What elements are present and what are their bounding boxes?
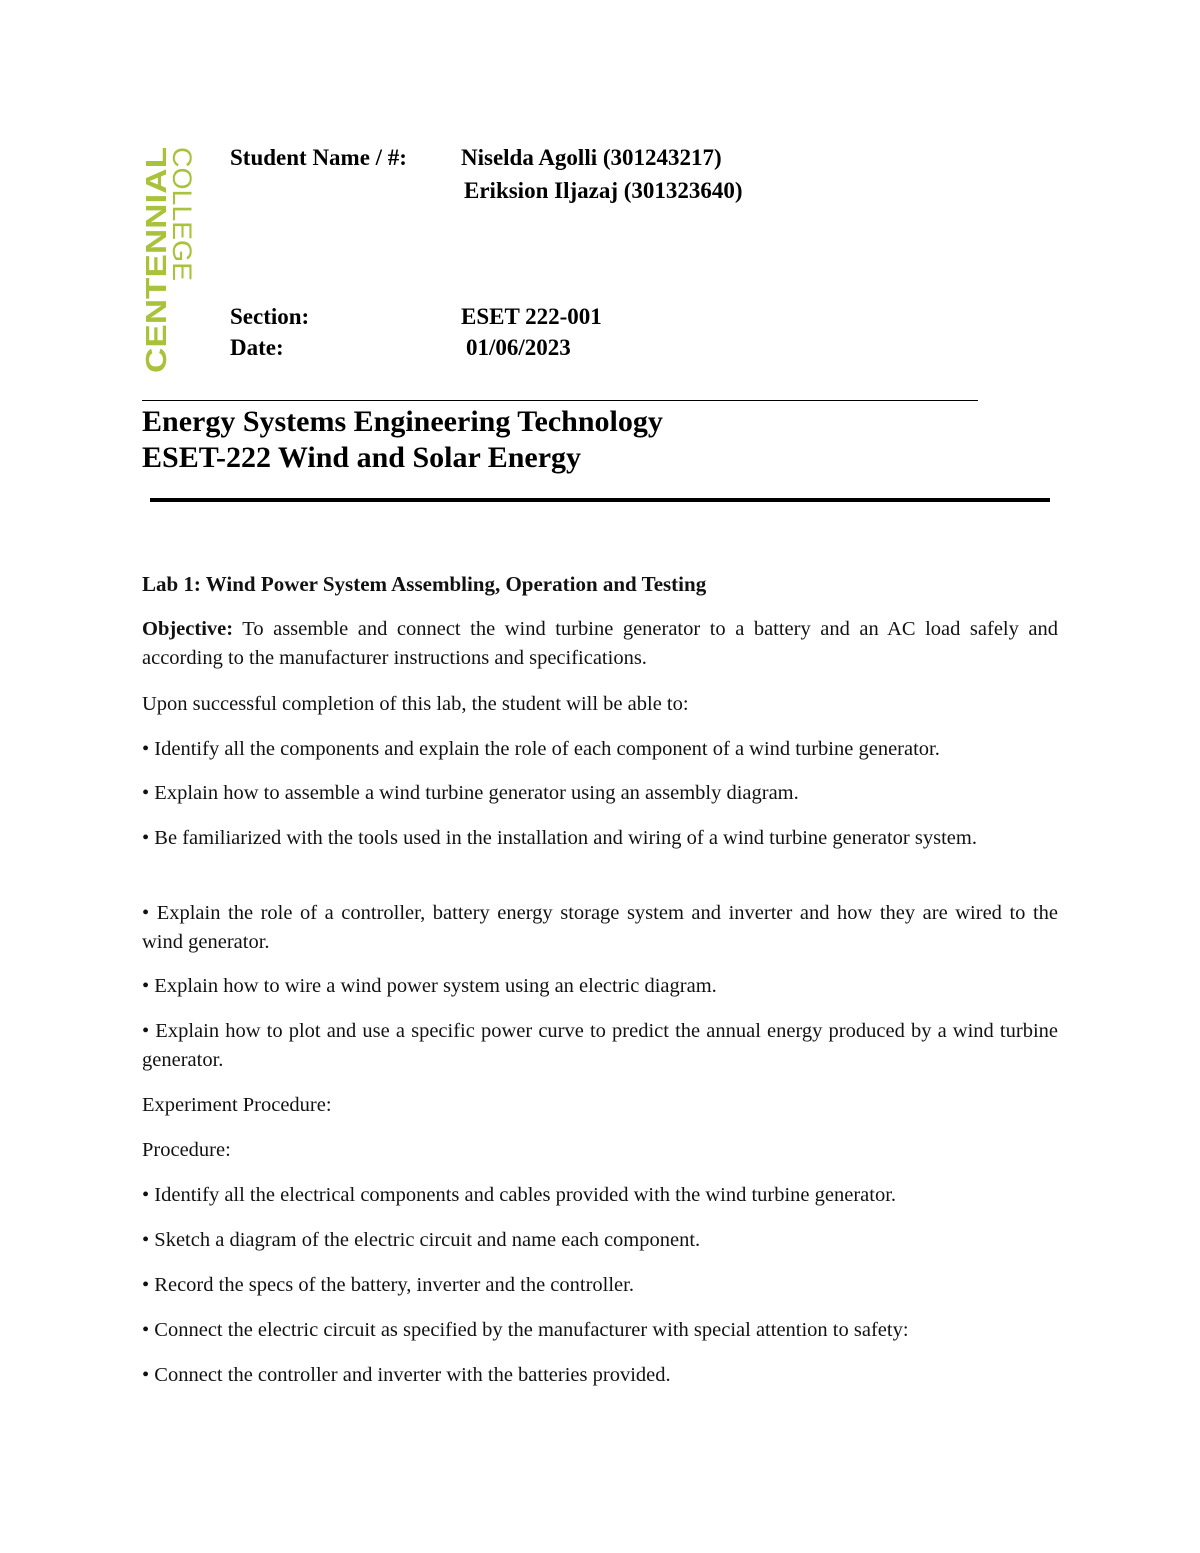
date-value: 01/06/2023 <box>466 335 571 360</box>
header-divider <box>142 400 978 401</box>
experiment-procedure-heading: Experiment Procedure: <box>142 1094 332 1116</box>
course-title: ESET-222 Wind and Solar Energy <box>142 441 582 474</box>
outcome-item: • Be familiarized with the tools used in the installation and wiring of a wind turbine generator system. <box>142 827 977 849</box>
lab-title: Lab 1: Wind Power System Assembling, Operation and Testing <box>142 572 707 596</box>
procedure-step: • Connect the controller and inverter with the batteries provided. <box>142 1364 671 1386</box>
outcome-item: • Explain the role of a controller, battery energy storage system and inverter and how they are wired to the wind generator. <box>142 902 1058 953</box>
student-name-2: Eriksion Iljazaj (301323640) <box>464 178 743 203</box>
title-divider <box>150 498 1048 502</box>
program-title: Energy Systems Engineering Technology <box>142 405 663 438</box>
outcome-item: • Identify all the components and explain the role of each component of a wind turbine generator. <box>142 738 940 760</box>
procedure-step: • Connect the electric circuit as specified by the manufacturer with special attention to safety: <box>142 1319 909 1341</box>
date-label: Date: <box>230 335 284 360</box>
outcome-item: • Explain how to wire a wind power system using an electric diagram. <box>142 975 717 997</box>
objective-text: To assemble and connect the wind turbine generator to a battery and an AC load safely and according to the manufacturer instructions and specifications. <box>142 618 1058 669</box>
procedure-heading: Procedure: <box>142 1139 231 1161</box>
student-name-label: Student Name / #: <box>230 145 407 170</box>
logo-text-line2: COLLEGE <box>167 147 197 275</box>
college-logo <box>140 145 200 375</box>
section-value: ESET 222-001 <box>461 304 602 329</box>
logo-text-line1: CENTENNIAL <box>141 186 173 373</box>
objective-paragraph <box>142 615 1058 673</box>
student-name-1: Niselda Agolli (301243217) <box>461 145 722 170</box>
procedure-step: • Record the specs of the battery, inverter and the controller. <box>142 1274 634 1296</box>
procedure-step: • Identify all the electrical components and cables provided with the wind turbine generator. <box>142 1184 897 1206</box>
outcome-item: • Explain how to plot and use a specific power curve to predict the annual energy produced by a wind turbine generator. <box>142 1020 1058 1071</box>
procedure-step: • Sketch a diagram of the electric circuit and name each component. <box>142 1229 701 1251</box>
section-label: Section: <box>230 304 310 329</box>
outcomes-intro: Upon successful completion of this lab, the student will be able to: <box>142 693 689 715</box>
objective-label: Objective: <box>142 618 234 640</box>
outcome-item: • Explain how to assemble a wind turbine generator using an assembly diagram. <box>142 782 799 804</box>
